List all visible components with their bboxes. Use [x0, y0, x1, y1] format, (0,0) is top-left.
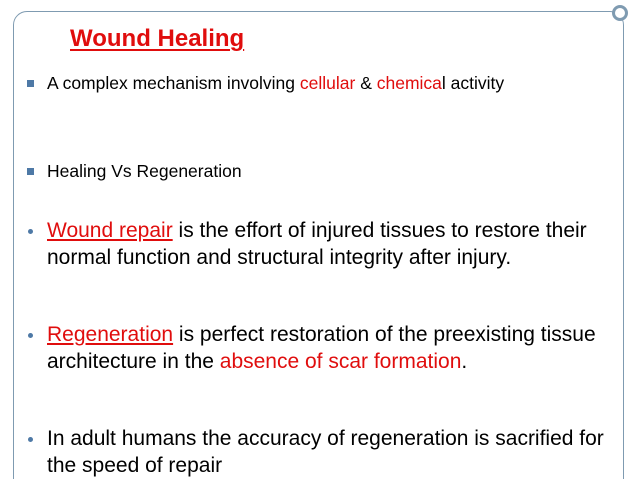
text-segment: .: [461, 350, 468, 373]
square-bullet-icon: [27, 80, 34, 87]
highlight-absence-of-scar-formation: absence of scar formation: [219, 350, 462, 373]
bullet-healing-vs-regeneration: [22, 160, 602, 182]
bullet-text: [22, 217, 622, 271]
bullet-text: [22, 425, 622, 479]
dot-bullet-icon: [28, 437, 33, 442]
highlight-cellular: cellular: [299, 73, 356, 93]
bullet-text: [22, 160, 602, 182]
bullet-text: [22, 321, 622, 375]
text-segment: Healing Vs Regeneration: [47, 161, 242, 181]
bullet-regeneration: [22, 321, 622, 375]
dot-bullet-icon: [28, 333, 33, 338]
text-segment: In adult humans the accuracy of regeneration is sacrified for the speed of repair: [47, 427, 604, 477]
highlight-chemical: chemica: [376, 73, 442, 93]
square-bullet-icon: [27, 168, 34, 175]
bullet-wound-repair: [22, 217, 622, 271]
slide-title: Wound Healing: [70, 25, 245, 52]
text-segment: A complex mechanism involving: [47, 73, 300, 93]
bullet-text: [22, 72, 602, 94]
text-segment: &: [355, 73, 377, 93]
term-regeneration: Regeneration: [47, 323, 174, 346]
text-segment: is perfect restoration of the preexisting tissue architecture in the: [47, 323, 596, 373]
text-segment: is the effort of injured tissues to restore their normal function and structural integrity after injury.: [47, 219, 587, 269]
term-wound-repair: Wound repair: [47, 219, 173, 242]
bullet-adult-humans: [22, 425, 622, 479]
corner-circle-ornament: [612, 5, 628, 21]
bullet-complex-mechanism: [22, 72, 602, 94]
dot-bullet-icon: [28, 229, 33, 234]
text-segment: l activity: [441, 73, 505, 93]
